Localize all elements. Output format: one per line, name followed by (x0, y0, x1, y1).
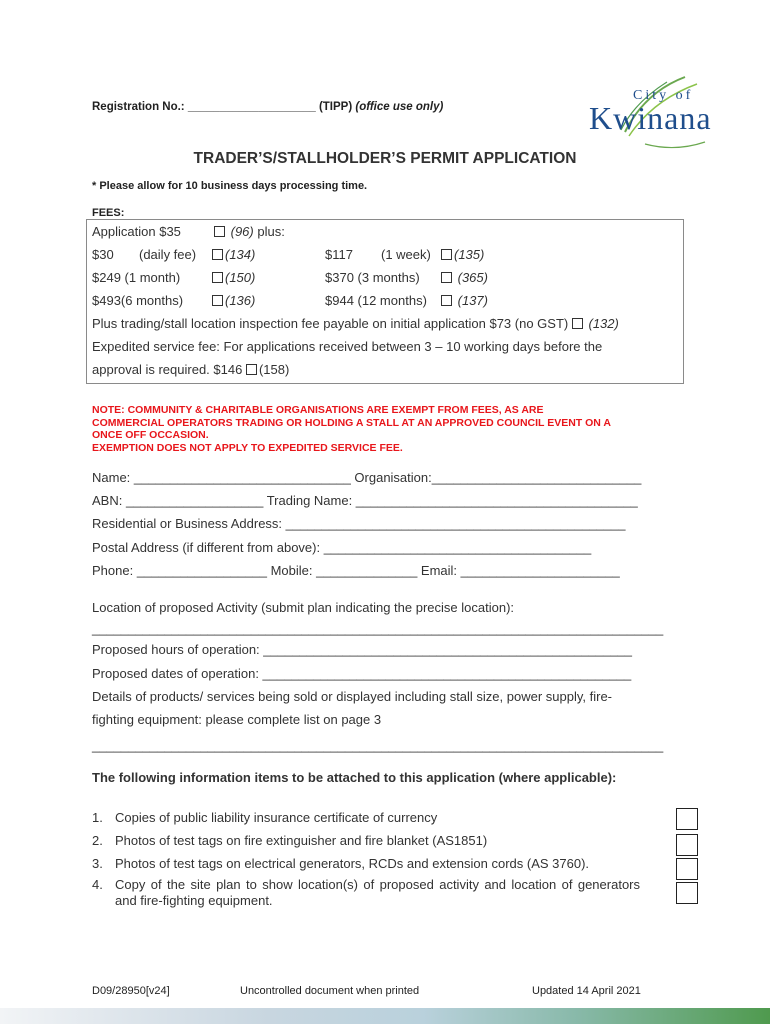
footer-uncontrolled-note: Uncontrolled document when printed (240, 985, 420, 997)
fee-expedited-line1: Expedited service fee: For applications received between 3 – 10 working days before the (92, 339, 603, 354)
postal-address-field[interactable]: Postal Address (if different from above): _____________________________________ (92, 540, 592, 555)
fee-3-months-label: $370 (3 months) (325, 270, 420, 285)
fee-expedited-checkbox[interactable] (246, 364, 257, 375)
attachment-number: 1. (92, 810, 103, 825)
fee-week-checkbox[interactable] (441, 249, 452, 260)
abn-trading-name-field[interactable]: ABN: ___________________ Trading Name: _______________________________________ (92, 493, 638, 508)
location-label: Location of proposed Activity (submit plan indicating the precise location): (92, 600, 515, 615)
attachment-number: 3. (92, 856, 103, 871)
processing-time-note: * Please allow for 10 business days processing time. (92, 180, 368, 192)
fee-expedited-line2 (92, 362, 289, 377)
fee-6-months-label: $493(6 months) (92, 293, 184, 308)
fee-1-month-code: (150) (225, 270, 256, 285)
fee-6-months-code: (136) (225, 293, 256, 308)
name-organisation-field[interactable]: Name: ______________________________ Organisation:_____________________________ (92, 470, 642, 485)
details-field[interactable]: _______________________________________________________________________________ (92, 738, 664, 753)
attachment-2-checkbox[interactable] (676, 834, 698, 856)
attachment-4-checkbox[interactable] (676, 882, 698, 904)
fee-12-months-checkbox[interactable] (441, 295, 452, 306)
fee-application-label: Application $35 (92, 224, 181, 239)
details-label-line1: Details of products/ services being sold or displayed including stall size, power supply, fire- (92, 689, 613, 704)
fee-daily-option (212, 247, 255, 262)
logo-kwinana-text: Kwinana (589, 100, 712, 136)
registration-label: Registration No.: ____________________ (TIPP) (92, 101, 353, 113)
fee-3-months-checkbox[interactable] (441, 272, 452, 283)
attachment-3-checkbox[interactable] (676, 858, 698, 880)
fee-1-month-option (212, 270, 255, 285)
attachment-text: Copies of public liability insurance certificate of currency (115, 810, 438, 825)
bottom-gradient-bar (0, 1008, 770, 1024)
footer-updated-date: Updated 14 April 2021 (532, 985, 641, 997)
fee-12-months-option (441, 293, 488, 308)
attachment-text: Copy of the site plan to show location(s) of proposed activity and location of generators and fire-fighting equipment. (115, 877, 640, 908)
residential-address-field[interactable]: Residential or Business Address: _______________________________________________ (92, 516, 626, 531)
fee-plus-label: plus: (257, 224, 285, 239)
location-field[interactable]: _______________________________________________________________________________ (92, 621, 664, 636)
details-label-line2: fighting equipment: please complete list on page 3 (92, 712, 382, 727)
fee-week-amount: $117 (325, 247, 353, 262)
fee-daily-amount: $30 (92, 247, 114, 262)
fee-inspection-checkbox[interactable] (572, 318, 583, 329)
fee-application-option (214, 224, 285, 239)
exemption-notice (92, 404, 692, 454)
attachments-heading: The following information items to be attached to this application (where applicable): (92, 770, 617, 785)
attachment-text: Photos of test tags on fire extinguisher and fire blanket (AS1851) (115, 833, 488, 848)
registration-number-line (92, 101, 443, 113)
fee-inspection-label: Plus trading/stall location inspection fee payable on initial application $73 (no GST) (92, 316, 569, 331)
city-of-kwinana-logo (585, 72, 735, 157)
fee-12-months-code: (137) (457, 293, 488, 308)
fee-1-month-label: $249 (1 month) (92, 270, 181, 285)
phone-mobile-email-field[interactable]: Phone: __________________ Mobile: ______________ Email: ______________________ (92, 563, 620, 578)
fee-6-months-option (212, 293, 255, 308)
hours-of-operation-field[interactable]: Proposed hours of operation: ___________________________________________________ (92, 642, 633, 657)
fee-week-code: (135) (454, 247, 485, 262)
fee-expedited-code: (158) (258, 362, 290, 377)
fee-6-months-checkbox[interactable] (212, 295, 223, 306)
notice-line-4: EXEMPTION DOES NOT APPLY TO EXPEDITED SERVICE FEE. (92, 441, 403, 454)
page-title: TRADER’S/STALLHOLDER’S PERMIT APPLICATION (193, 150, 577, 167)
fee-inspection-code: (132) (588, 316, 619, 331)
attachment-1-checkbox[interactable] (676, 808, 698, 830)
attachment-text: Photos of test tags on electrical generators, RCDs and extension cords (AS 3760). (115, 856, 590, 871)
fees-label: FEES: (92, 207, 125, 219)
footer-document-id: D09/28950[v24] (92, 985, 170, 997)
notice-line-3: ONCE OFF OCCASION. (92, 429, 209, 441)
fee-week-option (441, 247, 484, 262)
fee-12-months-label: $944 (12 months) (325, 293, 427, 308)
logo-city-of-text: City of (633, 88, 694, 103)
fee-application-checkbox[interactable] (214, 226, 225, 237)
attachment-number: 4. (92, 877, 103, 892)
fee-daily-checkbox[interactable] (212, 249, 223, 260)
fee-3-months-code: (365) (457, 270, 488, 285)
fee-inspection (92, 316, 619, 331)
fee-daily-label: (daily fee) (139, 247, 197, 262)
notice-line-1: NOTE: COMMUNITY & CHARITABLE ORGANISATIONS ARE EXEMPT FROM FEES, AS ARE (92, 404, 544, 416)
notice-line-2: COMMERCIAL OPERATORS TRADING OR HOLDING A STALL AT AN APPROVED COUNCIL EVENT ON A (92, 416, 611, 429)
fee-3-months-option (441, 270, 488, 285)
fee-expedited-label: approval is required. $146 (92, 362, 243, 377)
office-use-note: (office use only) (355, 101, 444, 113)
fee-application-code: (96) (230, 224, 254, 239)
fee-daily-code: (134) (225, 247, 256, 262)
fee-week-label: (1 week) (381, 247, 431, 262)
attachment-number: 2. (92, 833, 103, 848)
fee-application (92, 224, 181, 239)
dates-of-operation-field[interactable]: Proposed dates of operation: ___________________________________________________ (92, 666, 632, 681)
fee-1-month-checkbox[interactable] (212, 272, 223, 283)
